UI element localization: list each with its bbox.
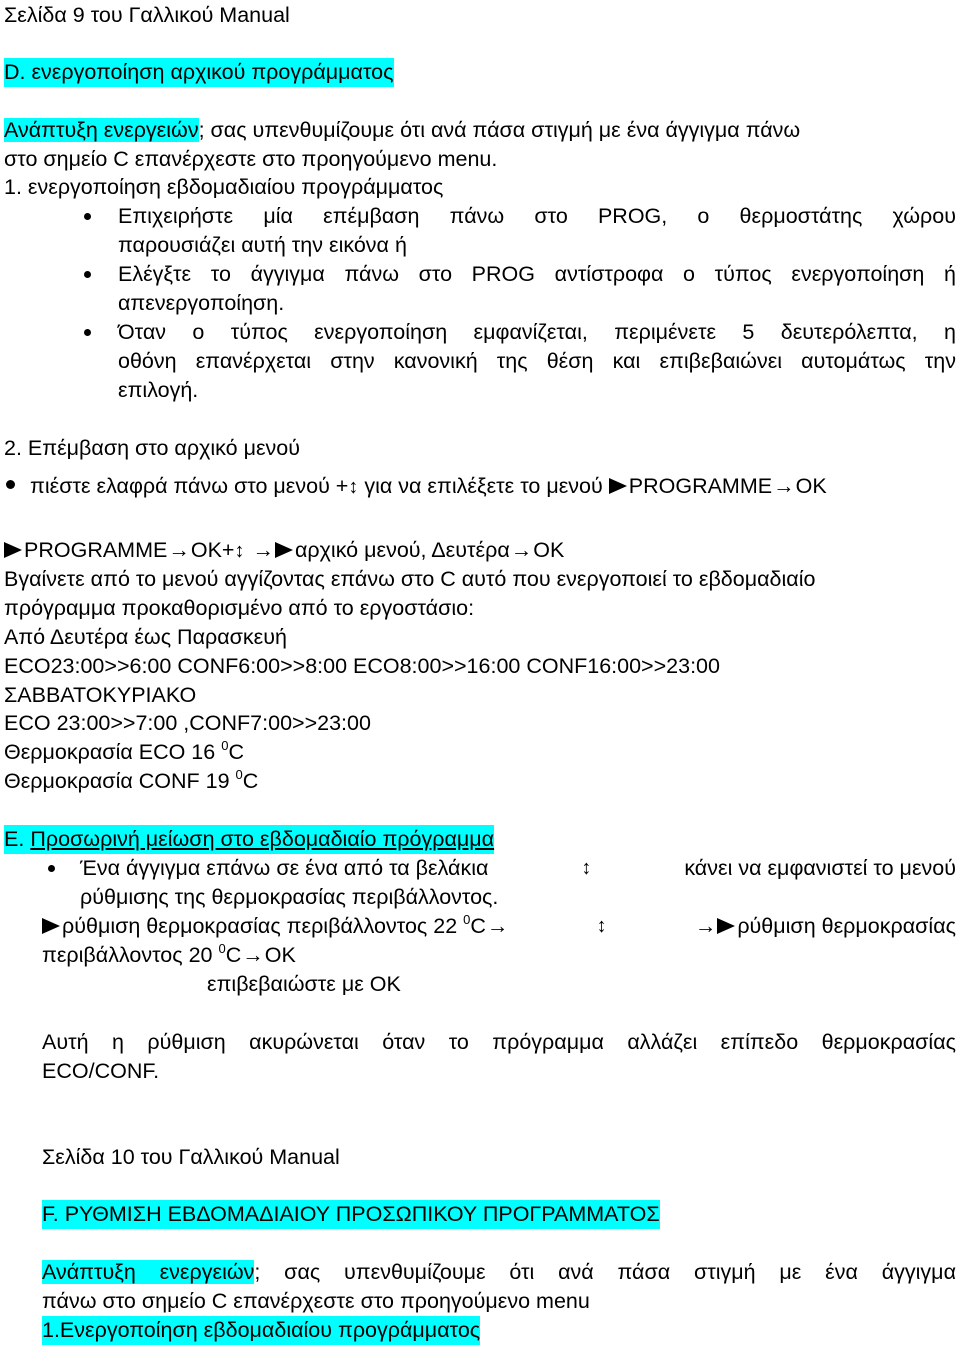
bullet2-line1: Ελέγξτε το άγγιγμα πάνω στο PROG αντίστροφα ο τύπος ενεργοποίηση ή <box>118 262 956 286</box>
intro-rest: ; σας υπενθυμίζουμε ότι ανά πάσα στιγμή με ένα άγγιγμα πάνω <box>198 118 801 142</box>
weekdays-heading: Από Δευτέρα έως Παρασκευή <box>4 625 287 649</box>
play-triangle-icon <box>275 542 293 558</box>
ok-label: OK <box>533 538 565 562</box>
press-text-2: για να επιλέξετε το μενού <box>358 474 609 498</box>
conf-temp-label: Θερμοκρασία CONF 19 <box>4 769 230 793</box>
section-f-intro-line2: πάνω στο σημείο C επανέρχεστε στο προηγούμενο menu <box>42 1289 590 1313</box>
ok-label: OK <box>795 474 827 498</box>
right-arrow-icon: → <box>510 538 533 562</box>
right-arrow-icon: → <box>486 914 509 938</box>
adjust-line1 <box>42 912 956 941</box>
bullet3-line1: Όταν ο τύπος ενεργοποίηση εμφανίζεται, περιμένετε 5 δευτερόλεπτα, η <box>118 320 956 344</box>
section-e-title-text: Προσωρινή μείωση στο εβδομαδιαίο πρόγραμμα <box>30 827 495 851</box>
bullet1-line1: Επιχειρήστε μία επέμβαση πάνω στο PROG, ο θερμοστάτης χώρου <box>118 204 956 228</box>
updown-arrow-icon: ↕ <box>596 915 607 937</box>
bullet1-line2: παρουσιάζει αυτή την εικόνα ή <box>118 233 407 257</box>
right-arrow-icon: → <box>773 474 795 498</box>
bullet-dot <box>6 480 15 489</box>
weekend-heading: ΣΑΒΒΑΤΟΚΥΡΙΑΚΟ <box>4 683 197 707</box>
right-arrow-icon: → <box>252 538 274 562</box>
step2-title: 2. Επέμβαση στο αρχικό μενού <box>4 436 301 460</box>
section-f-step1: 1.Ενεργοποίηση εβδομαδιαίου προγράμματος <box>42 1316 480 1345</box>
degree-sup: 0 <box>218 941 226 956</box>
exit-line1: Βγαίνετε από το μενού αγγίζοντας επάνω στο C αυτό που ενεργοποιεί το εβδομαδιαίο <box>4 567 816 591</box>
adjust-text-3: περιβάλλοντος 20 <box>42 943 213 967</box>
confirm-ok: επιβεβαιώστε με OK <box>207 972 401 996</box>
adjust-text: ρύθμιση θερμοκρασίας περιβάλλοντος 22 <box>62 914 458 938</box>
e-bullet-text: Ένα άγγιγμα επάνω σε ένα από τα βελάκια <box>80 856 489 880</box>
celsius-unit: C <box>228 740 244 764</box>
press-instruction <box>30 472 827 502</box>
bullet3-line2: οθόνη επανέρχεται στην κανονική της θέση και επιβεβαιώνει αυτομάτως την <box>118 349 956 373</box>
intro-rest: ; σας υπενθυμίζουμε ότι ανά πάσα στιγμή με ένα άγγιγμα <box>254 1260 956 1284</box>
step1-title: 1. ενεργοποίηση εβδομαδιαίου προγράμματος <box>4 175 444 199</box>
ok-label: OK <box>264 943 296 967</box>
section-d-title: D. ενεργοποίηση αρχικού προγράμματος <box>4 58 394 87</box>
celsius-unit: C <box>242 769 259 793</box>
eco-temp-label: Θερμοκρασία ECO 16 <box>4 740 216 764</box>
right-arrow-icon: → <box>168 538 190 562</box>
bullet-dot <box>48 865 55 872</box>
section-e-title <box>4 825 494 854</box>
press-text: πιέστε ελαφρά πάνω στο μενού + <box>30 474 349 498</box>
celsius-unit: C <box>470 914 486 938</box>
play-triangle-icon <box>609 478 627 494</box>
section-f-intro <box>42 1258 956 1287</box>
programme-label: PROGRAMME <box>24 538 168 562</box>
cancel-line2: ECO/CONF. <box>42 1059 160 1083</box>
exit-line2: πρόγραμμα προκαθορισμένο από το εργοστάσιο: <box>4 596 475 620</box>
updown-arrow-icon: ↕ <box>348 476 359 498</box>
page-header-9: Σελίδα 9 του Γαλλικού Manual <box>4 3 290 27</box>
eco-temperature <box>4 738 244 767</box>
section-f-title: F. ΡΥΘΜΙΣΗ ΕΒΔΟΜΑΔΙΑΙΟΥ ΠΡΟΣΩΠΙΚΟΥ ΠΡΟΓΡΑΜΜΑΤΟΣ <box>42 1200 660 1229</box>
weekday-schedule: ECO23:00>>6:00 CONF6:00>>8:00 ECO8:00>>16:00 CONF16:00>>23:00 <box>4 654 720 678</box>
weekend-schedule: ECO 23:00>>7:00 ,CONF7:00>>23:00 <box>4 711 371 735</box>
adjust-text-2: ρύθμιση θερμοκρασίας <box>737 914 956 938</box>
celsius-unit: C <box>225 943 242 967</box>
right-arrow-icon: → <box>242 943 264 967</box>
monday-menu-label: αρχικό μενού, Δευτέρα <box>294 538 510 562</box>
menu-sequence <box>4 536 564 566</box>
degree-sup: 0 <box>463 912 471 927</box>
play-triangle-icon <box>4 542 22 558</box>
play-triangle-icon <box>42 918 60 934</box>
page-header-10: Σελίδα 10 του Γαλλικού Manual <box>42 1145 340 1169</box>
section-e-bullet-line1 <box>80 854 956 883</box>
bullet3-line3: επιλογή. <box>118 378 199 402</box>
section-d-intro-line2: στο σημείο C επανέρχεστε στο προηγούμενο menu. <box>4 147 498 171</box>
intro-highlight: Ανάπτυξη ενεργειών <box>42 1260 255 1284</box>
bullet2-line2: απενεργοποίηση. <box>118 291 285 315</box>
section-d-intro <box>4 116 800 145</box>
adjust-line2 <box>42 941 296 970</box>
bullet-dot <box>84 213 91 220</box>
conf-temperature <box>4 767 258 796</box>
play-triangle-icon <box>717 918 735 934</box>
e-bullet-text-2: κάνει να εμφανιστεί το μενού <box>684 856 956 880</box>
degree-sup: 0 <box>235 767 243 782</box>
bullet-dot <box>84 271 91 278</box>
bullet-dot <box>84 329 91 336</box>
programme-label: PROGRAMME <box>628 474 773 498</box>
section-e-letter: E. <box>4 827 25 851</box>
updown-arrow-icon: ↕ <box>234 540 245 562</box>
section-e-bullet-line2: ρύθμισης της θερμοκρασίας περιβάλλοντος. <box>80 885 499 909</box>
updown-arrow-icon: ↕ <box>581 857 592 879</box>
cancel-line1: Αυτή η ρύθμιση ακυρώνεται όταν το πρόγραμμα αλλάζει επίπεδο θερμοκρασίας <box>42 1030 956 1054</box>
ok-plus-label: OK+ <box>190 538 235 562</box>
right-arrow-icon: → <box>694 914 717 938</box>
intro-highlight: Ανάπτυξη ενεργειών <box>4 118 199 142</box>
degree-sup: 0 <box>221 738 229 753</box>
